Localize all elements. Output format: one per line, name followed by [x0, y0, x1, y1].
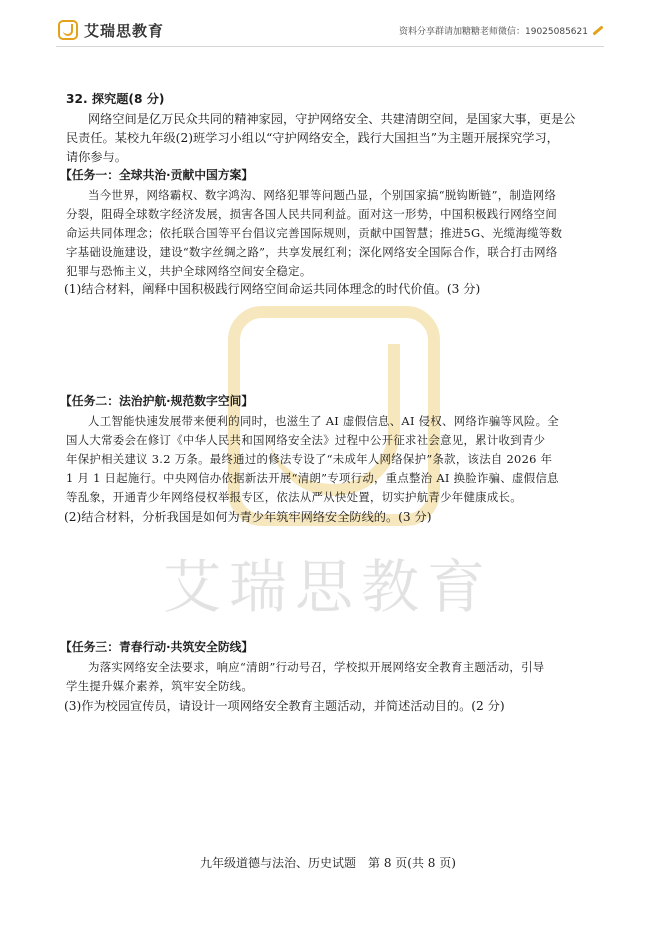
task2-material-line: 人工智能快速发展带来便利的同时，也滋生了 AI 虚假信息、AI 侵权、网络诈骗等风险。全: [88, 414, 559, 428]
task2-material-line: 国人大常委会在修订《中华人民共和国网络安全法》过程中公开征求社会意见，累计收到青少: [66, 433, 546, 447]
question-title: 32. 探究题(8 分): [66, 92, 165, 106]
task1-question: (1)结合材料，阐释中国积极践行网络空间命运共同体理念的时代价值。(3 分): [64, 282, 481, 296]
task2-material-line: 1 月 1 日起施行。中央网信办依据新法开展“清朗”专项行动，重点整治 AI 换脸诈骗、虚假信息: [66, 471, 559, 485]
brand-name: 艾瑞思教育: [84, 21, 165, 40]
task1-material-line: 犯罪与恐怖主义，共护全球网络空间安全稳定。: [66, 264, 312, 278]
page-footer: 九年级道德与法治、历史试题 第 8 页(共 8 页): [200, 856, 456, 870]
intro-line: 请你参与。: [66, 150, 127, 164]
intro-line: 网络空间是亿万民众共同的精神家园，守护网络安全、共建清朗空间，是国家大事，更是公: [88, 112, 576, 126]
task2-material-line: 等乱象，开通青少年网络侵权举报专区，依法从严从快处置，切实护航青少年健康成长。: [66, 490, 522, 504]
watermark-text: 艾瑞思教育: [162, 553, 493, 621]
task1-material-line: 当今世界，网络霸权、数字鸿沟、网络犯罪等问题凸显，个别国家搞“脱钩断链”，制造网络: [88, 188, 557, 202]
task3-material-line: 学生提升媒介素养，筑牢安全防线。: [66, 679, 254, 693]
contact-info: [399, 24, 604, 37]
page-header: [0, 0, 656, 44]
pencil-icon: [592, 25, 603, 35]
task3-title: 【任务三：青春行动·共筑安全防线】: [60, 640, 254, 654]
task2-title: 【任务二：法治护航·规范数字空间】: [60, 394, 254, 408]
task3-question: (3)作为校园宣传员，请设计一项网络安全教育主题活动，并简述活动目的。(2 分): [64, 699, 505, 713]
contact-text: 资料分享群请加糖糖老师微信：19025085621: [399, 27, 588, 37]
brand-logo-icon: [58, 20, 78, 40]
task1-material-line: 字基础设施建设，建设“数字丝绸之路”，共享发展红利；深化网络安全国际合作，联合打击网络: [66, 245, 558, 259]
task3-material-line: 为落实网络安全法要求，响应“清朗”行动号召，学校拟开展网络安全教育主题活动，引导: [88, 660, 545, 674]
task1-material-line: 分裂，阻碍全球数字经济发展，损害各国人民共同利益。面对这一形势，中国积极践行网络空间: [66, 207, 558, 221]
task1-material-line: 命运共同体理念；依托联合国等平台倡议完善国际规则，贡献中国智慧；推进5G、光缆海缆等数: [66, 226, 563, 240]
task2-material-line: 年保护相关建议 3.2 万条。最终通过的修法专设了“未成年人网络保护”条款，该法自 2026 年: [66, 452, 553, 466]
task2-question: (2)结合材料，分析我国是如何为青少年筑牢网络安全防线的。(3 分): [64, 510, 432, 524]
task1-title: 【任务一：全球共治·贡献中国方案】: [60, 168, 254, 182]
header-divider: [56, 46, 604, 47]
brand-logo: [58, 18, 164, 42]
intro-line: 民责任。某校九年级(2)班学习小组以“守护网络安全，践行大国担当”为主题开展探究学习，: [66, 131, 559, 145]
